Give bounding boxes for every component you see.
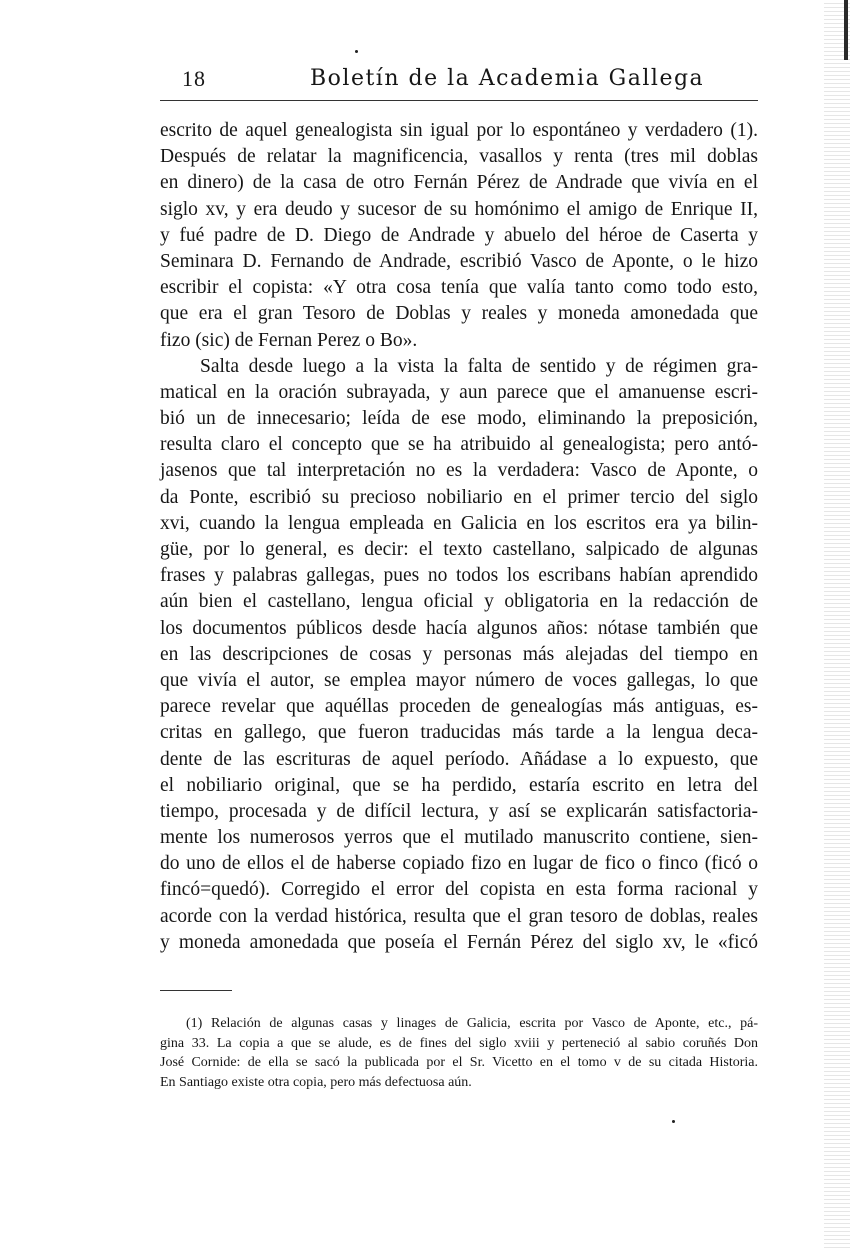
page-edge-shadow <box>824 0 850 1249</box>
running-title: Boletín de la Academia Gallega <box>310 66 705 91</box>
body-line: Salta desde luego a la vista la falta de sentido y de régimen gra- <box>200 355 758 377</box>
header-rule <box>160 100 758 101</box>
body-line: que era el gran Tesoro de Doblas y reales y moneda amonedada que <box>160 303 758 325</box>
body-line: y moneda amonedada que poseía el Fernán Pérez del siglo xv, le «ficó <box>160 931 758 953</box>
body-line: Después de relatar la magnificencia, vasallos y renta (tres mil doblas <box>160 146 758 168</box>
body-text <box>160 118 758 956</box>
body-line: fincó=quedó). Corregido el error del copista en esta forma racional y <box>160 879 758 901</box>
body-line: critas en gallego, que fueron traducidas más tarde a la lengua deca- <box>160 722 758 744</box>
body-line: escrito de aquel genealogista sin igual por lo espontáneo y verdadero (1). <box>160 120 758 141</box>
body-line: matical en la oración subrayada, y aun parece que el amanuense escri- <box>160 381 758 403</box>
body-line: siglo xv, y era deudo y sucesor de su homónimo el amigo de Enrique II, <box>160 198 758 220</box>
body-line: en dinero) de la casa de otro Fernán Pérez de Andrade que vivía en el <box>160 172 758 194</box>
page-number: 18 <box>182 66 206 91</box>
body-line: do uno de ellos el de haberse copiado fizo en lugar de fico o finco (ficó o <box>160 853 758 875</box>
footnote-line: En Santiago existe otra copia, pero más defectuosa aún. <box>160 1074 472 1090</box>
body-line: dente de las escrituras de aquel período. Añádase a lo expuesto, que <box>160 748 758 770</box>
body-line: que vivía el autor, se emplea mayor número de voces gallegas, lo que <box>160 669 758 691</box>
body-line: bió un de innecesario; leída de ese modo, eliminando la preposición, <box>160 408 758 430</box>
body-line: y fué padre de D. Diego de Andrade y abuelo del héroe de Caserta y <box>160 224 758 246</box>
scan-speck <box>355 50 358 53</box>
body-line: el nobiliario original, que se ha perdido, estaría escrito en letra del <box>160 774 758 796</box>
page-edge-mark <box>844 0 848 60</box>
body-line: frases y palabras gallegas, pues no todos los escribans habían aprendido <box>160 565 758 587</box>
scan-speck <box>672 1120 675 1123</box>
body-line: escribir el copista: «Y otra cosa tenía que valía tanto como todo esto, <box>160 277 758 299</box>
footnote-line: (1) Relación de algunas casas y linages de Galicia, escrita por Vasco de Aponte, etc., pá- <box>186 1016 758 1031</box>
body-line: resulta claro el concepto que se ha atribuido al genealogista; pero antó- <box>160 434 758 456</box>
footnote-line: José Cornide: de ella se sacó la publicada por el Sr. Vicetto en el tomo v de su citada Historia. <box>160 1055 758 1070</box>
body-line: güe, por lo general, es decir: el texto castellano, salpicado de algunas <box>160 539 758 560</box>
body-line: mente los numerosos yerros que el mutilado manuscrito contiene, sien- <box>160 827 758 849</box>
body-line: tiempo, procesada y de difícil lectura, y así se explicarán satisfactoria- <box>160 800 758 822</box>
body-line: en las descripciones de cosas y personas más alejadas del tiempo en <box>160 643 758 665</box>
footnotes <box>160 1014 758 1092</box>
body-line: aún bien el castellano, lengua oficial y obligatoria en la redacción de <box>160 591 758 613</box>
body-line: fizo (sic) de Fernan Perez o Bo». <box>160 329 418 351</box>
footnote-line: gina 33. La copia a que se alude, es de fines del siglo xviii y perteneció al sabio coruñés Don <box>160 1035 758 1051</box>
body-line: jasenos que tal interpretación no es la verdadera: Vasco de Aponte, o <box>160 460 758 482</box>
body-line: da Ponte, escribió su precioso nobiliario en el primer tercio del siglo <box>160 486 758 508</box>
body-line: acorde con la verdad histórica, resulta que el gran tesoro de doblas, reales <box>160 905 758 927</box>
page-header <box>160 66 758 100</box>
body-line: xvi, cuando la lengua empleada en Galicia en los escritos era ya bilin- <box>160 512 758 534</box>
body-line: Seminara D. Fernando de Andrade, escribió Vasco de Aponte, o le hizo <box>160 250 758 272</box>
body-line: parece revelar que aquéllas proceden de genealogías más antiguas, es- <box>160 696 758 718</box>
footnote-rule <box>160 990 232 991</box>
body-line: los documentos públicos desde hacía algunos años: nótase también que <box>160 617 758 639</box>
